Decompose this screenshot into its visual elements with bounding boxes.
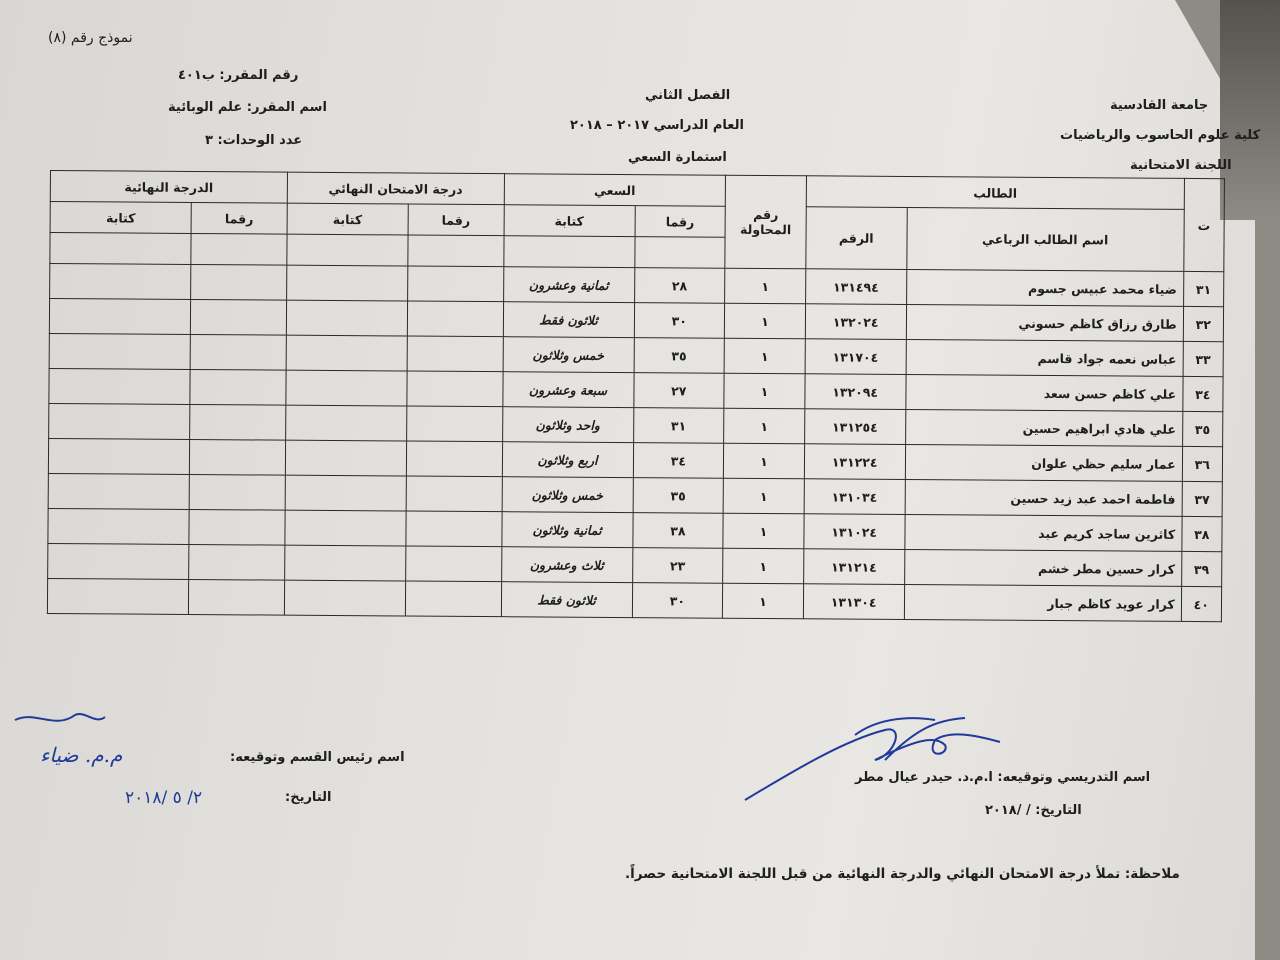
row-coursework-digits: ٣٥ — [634, 338, 725, 374]
background-corner — [1220, 0, 1280, 220]
row-grade-digits — [189, 544, 285, 580]
row-exam-words — [285, 405, 406, 441]
row-exam-digits — [407, 336, 503, 372]
head-signature — [5, 705, 115, 745]
col-coursework-words: كتابة — [504, 205, 635, 237]
row-exam-digits — [406, 441, 502, 477]
row-coursework-digits: ٣١ — [633, 408, 724, 444]
row-grade-words — [48, 438, 189, 474]
row-exam-digits — [406, 511, 502, 547]
course-units: عدد الوحدات: ٣ — [205, 133, 303, 148]
row-grade-digits — [190, 334, 286, 370]
semester: الفصل الثاني — [645, 88, 731, 103]
row-exam-digits — [407, 371, 503, 407]
empty-cell — [50, 233, 191, 265]
row-seq: ٣٤ — [1183, 376, 1224, 411]
row-exam-digits — [407, 266, 503, 302]
form-title: استمارة السعي — [628, 150, 727, 165]
row-attempt: ١ — [724, 443, 805, 479]
row-name: كرار عويد كاظم جبار — [904, 584, 1181, 621]
row-seq: ٣٦ — [1182, 446, 1223, 481]
col-coursework: السعي — [504, 174, 726, 207]
row-exam-digits — [407, 301, 503, 337]
row-exam-digits — [406, 406, 502, 442]
row-exam-words — [286, 265, 407, 301]
row-id: ١٣١٣٠٤ — [803, 584, 904, 620]
row-grade-digits — [189, 474, 285, 510]
row-id: ١٣١٠٣٤ — [804, 479, 905, 515]
row-coursework-words: اربع وثلاثون — [502, 442, 633, 478]
empty-cell — [503, 236, 634, 268]
col-final-grade: الدرجة النهائية — [50, 171, 287, 204]
head-handwritten: م.م. ضياء — [40, 743, 123, 767]
row-name: علي كاظم حسن سعد — [905, 374, 1182, 411]
col-final-exam: درجة الامتحان النهائي — [287, 172, 504, 205]
col-exam-digits: رقما — [408, 204, 504, 236]
row-attempt: ١ — [724, 338, 805, 374]
row-name: ضياء محمد عبيس جسوم — [906, 269, 1183, 306]
row-name: طارق رزاق كاظم حسوني — [906, 304, 1183, 341]
row-coursework-words: ثلاثون فقط — [503, 302, 634, 338]
col-student-name: اسم الطالب الرباعي — [906, 207, 1184, 271]
row-exam-words — [284, 580, 405, 616]
row-grade-digits — [190, 439, 286, 475]
row-attempt: ١ — [723, 478, 804, 514]
row-attempt: ١ — [723, 583, 804, 619]
empty-cell — [191, 233, 287, 265]
academic-year: العام الدراسي ٢٠١٧ – ٢٠١٨ — [570, 118, 744, 133]
row-seq: ٣١ — [1183, 271, 1224, 306]
row-exam-words — [285, 440, 406, 476]
col-grade-words: كتابة — [50, 202, 191, 234]
row-grade-words — [50, 264, 191, 300]
row-coursework-digits: ٣٨ — [632, 513, 723, 549]
row-name: علي هادي ابراهيم حسين — [905, 409, 1182, 446]
row-grade-digits — [190, 369, 286, 405]
row-name: كرار حسين مطر خشم — [904, 549, 1181, 586]
row-exam-words — [286, 335, 407, 371]
row-attempt: ١ — [725, 268, 806, 304]
head-date-label: التاريخ: — [285, 790, 332, 805]
row-coursework-words: ثمانية وثلاثون — [501, 512, 632, 548]
row-id: ١٣١٢٢٤ — [804, 444, 905, 480]
row-id: ١٣١٠٢٤ — [804, 514, 905, 550]
row-exam-digits — [406, 476, 502, 512]
row-name: عمار سليم حظي علوان — [905, 444, 1182, 481]
row-grade-words — [49, 299, 190, 335]
row-attempt: ١ — [724, 373, 805, 409]
row-grade-digits — [189, 579, 285, 615]
empty-cell — [408, 235, 504, 267]
row-exam-words — [285, 545, 406, 581]
row-grade-digits — [191, 299, 287, 335]
university-name: جامعة القادسية — [1110, 98, 1209, 113]
row-name: كاثرين ساجد كريم عبد — [904, 514, 1181, 551]
instructor-label: اسم التدريسي وتوقيعه: ا.م.د. حيدر عيال مطر — [855, 770, 1151, 785]
col-student: الطالب — [806, 176, 1184, 210]
course-code: رقم المقرر: ب٤٠١ — [178, 68, 299, 83]
row-coursework-digits: ٢٣ — [632, 548, 723, 584]
row-name: عباس نعمه جواد قاسم — [906, 339, 1183, 376]
college-name: كلية علوم الحاسوب والرياضيات — [1060, 128, 1261, 143]
col-grade-digits: رقما — [191, 202, 287, 234]
row-exam-digits — [405, 581, 501, 617]
note: ملاحظة: تملأ درجة الامتحان النهائي والدرجة النهائية من قبل اللجنة الامتحانية حصراً. — [625, 866, 1180, 882]
grades-table — [47, 170, 1225, 622]
row-attempt: ١ — [723, 513, 804, 549]
row-seq: ٣٢ — [1183, 306, 1224, 341]
row-exam-digits — [405, 546, 501, 582]
row-coursework-words: ثمانية وعشرون — [503, 267, 634, 303]
row-seq: ٣٥ — [1182, 411, 1223, 446]
row-coursework-digits: ٣٠ — [632, 583, 723, 619]
row-seq: ٣٨ — [1182, 516, 1223, 551]
col-attempt: رقم المحاولة — [725, 175, 806, 269]
col-exam-words: كتابة — [287, 203, 408, 235]
row-coursework-words: سبعة وعشرون — [502, 372, 633, 408]
row-grade-words — [49, 403, 190, 439]
col-coursework-digits: رقما — [635, 206, 726, 238]
row-name: فاطمة احمد عبد زيد حسين — [905, 479, 1182, 516]
row-attempt: ١ — [723, 548, 804, 584]
row-coursework-digits: ٢٨ — [634, 268, 725, 304]
col-student-id: الرقم — [806, 207, 907, 270]
row-id: ١٣١٢٥٤ — [804, 409, 905, 445]
row-seq: ٣٣ — [1183, 341, 1224, 376]
row-exam-words — [286, 370, 407, 406]
committee-name: اللجنة الامتحانية — [1130, 158, 1232, 173]
table-row — [47, 578, 1221, 621]
row-attempt: ١ — [725, 303, 806, 339]
form-number: نموذج رقم (٨) — [48, 30, 133, 46]
row-grade-words — [48, 508, 189, 544]
empty-cell — [287, 234, 408, 266]
row-attempt: ١ — [724, 408, 805, 444]
row-exam-words — [285, 510, 406, 546]
row-seq: ٣٧ — [1182, 481, 1223, 516]
row-coursework-words: ثلاث وعشرون — [501, 547, 632, 583]
row-id: ١٣٢٠٢٤ — [805, 304, 906, 340]
row-coursework-digits: ٢٧ — [633, 373, 724, 409]
instructor-date: التاريخ: / /٢٠١٨ — [985, 803, 1082, 818]
row-coursework-digits: ٣٠ — [634, 303, 725, 339]
row-exam-words — [285, 475, 406, 511]
course-name: اسم المقرر: علم الوبائية — [168, 100, 327, 115]
row-id: ١٣١٧٠٤ — [805, 339, 906, 375]
row-id: ١٣١٤٩٤ — [805, 269, 906, 305]
row-coursework-words: خمس وثلاثون — [503, 337, 634, 373]
row-grade-words — [48, 473, 189, 509]
empty-cell — [634, 237, 725, 269]
row-grade-words — [49, 333, 190, 369]
row-grade-words — [49, 368, 190, 404]
row-coursework-words: خمس وثلاثون — [502, 477, 633, 513]
row-coursework-words: ثلاثون فقط — [501, 582, 632, 618]
row-grade-digits — [191, 264, 287, 300]
row-coursework-digits: ٣٥ — [633, 478, 724, 514]
row-coursework-words: واحد وثلاثون — [502, 407, 633, 443]
row-coursework-digits: ٣٤ — [633, 443, 724, 479]
row-seq: ٤٠ — [1181, 586, 1222, 621]
row-grade-digits — [189, 509, 285, 545]
row-id: ١٣٢٠٩٤ — [805, 374, 906, 410]
row-grade-words — [48, 543, 189, 579]
row-id: ١٣١٢١٤ — [803, 549, 904, 585]
row-seq: ٣٩ — [1181, 551, 1222, 586]
row-grade-words — [47, 578, 188, 614]
row-grade-digits — [190, 404, 286, 440]
col-seq: ت — [1184, 178, 1225, 271]
row-exam-words — [286, 300, 407, 336]
instructor-signature — [735, 700, 1035, 810]
head-date-value: ٢/ ٥ /٢٠١٨ — [125, 788, 203, 808]
head-label: اسم رئيس القسم وتوقيعه: — [230, 750, 405, 765]
